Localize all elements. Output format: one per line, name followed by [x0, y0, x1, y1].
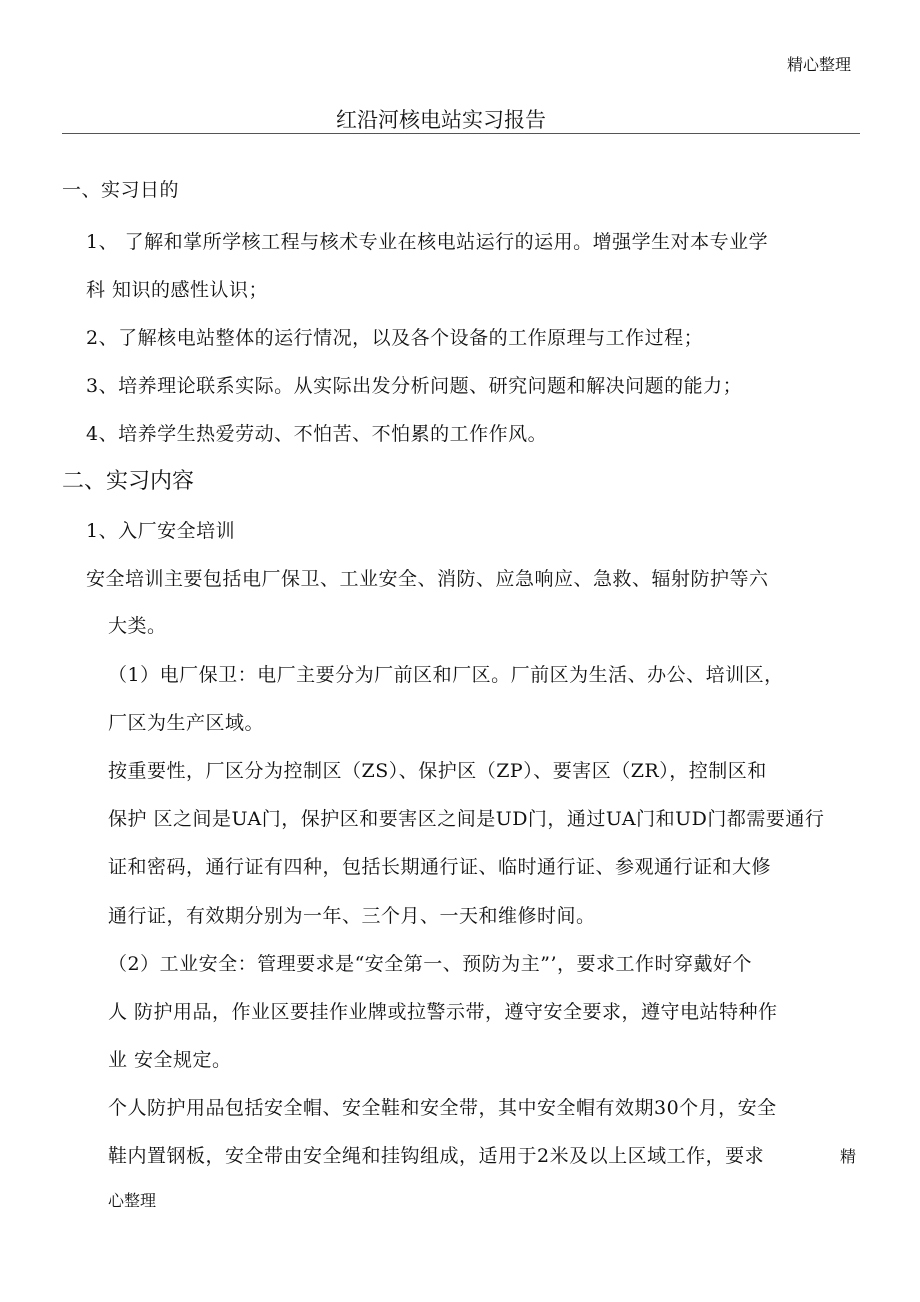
para-zones-line3: 证和密码，通行证有四种，包括长期通行证、临时通行证、参观通行证和大修	[108, 856, 772, 878]
para-ppe-line2: 鞋内置钢板，安全带由安全绳和挂钩组成，适用于2米及以上区域工作，要求	[108, 1145, 765, 1167]
page-header: 精心整理	[787, 55, 852, 74]
section1-heading: 一、实习日的	[62, 179, 180, 201]
para-industrial-line3: 业 安全规定。	[108, 1049, 232, 1071]
intro-line2: 大类。	[108, 615, 167, 637]
para-security-line2: 厂区为生产区域。	[108, 712, 265, 734]
objective-1-line2: 科 知识的感性认识；	[86, 279, 269, 301]
para-industrial-line1: （2）工业安全：管理要求是“安全第一、预防为主”’，要求工作时穿戴好个	[108, 953, 753, 975]
objective-4: 4、培养学生热爱劳动、不怕苦、不怕累的工作作风。	[86, 423, 548, 445]
para-ppe-line1: 个人防护用品包括安全帽、安全鞋和安全带，其中安全帽有效期30个月，安全	[108, 1097, 777, 1119]
para-security-line1: （1）电厂保卫：电厂主要分为厂前区和厂区。厂前区为生活、办公、培训区，	[108, 664, 784, 686]
subsection-safety-training: 1、入厂安全培训	[86, 520, 236, 542]
objective-1-line1: 1、 了解和掌所学核工程与核术专业在核电站运行的运用。增强学生对本专业学	[86, 231, 769, 253]
objective-3: 3、培养理论联系实际。从实际出发分析问题、研究问题和解决问题的能力；	[86, 375, 743, 397]
section2-heading: 二、实习内容	[62, 469, 195, 494]
para-zones-line1: 按重要性，厂区分为控制区（ZS）、保护区（ZP）、要害区（ZR），控制区和	[108, 760, 767, 782]
footer-watermark-part1: 精	[840, 1147, 857, 1166]
objective-2: 2、了解核电站整体的运行情况，以及各个设备的工作原理与工作过程；	[86, 327, 704, 349]
intro-line1: 安全培训主要包括电厂保卫、工业安全、消防、应急响应、急救、辐射防护等六	[86, 568, 769, 590]
para-zones-line2: 保护 区之间是UA门，保护区和要害区之间是UD门，通过UA门和UD门都需要通行	[108, 808, 825, 830]
para-industrial-line2: 人 防护用品，作业区要挂作业牌或拉警示带，遵守安全要求，遵守电站特种作	[108, 1001, 778, 1023]
footer-watermark-part2: 心整理	[108, 1191, 157, 1210]
title-underline	[62, 133, 860, 134]
para-zones-line4: 通行证，有效期分别为一年、三个月、一天和维修时间。	[108, 905, 596, 927]
document-title: 红沿河核电站实习报告	[336, 108, 546, 132]
